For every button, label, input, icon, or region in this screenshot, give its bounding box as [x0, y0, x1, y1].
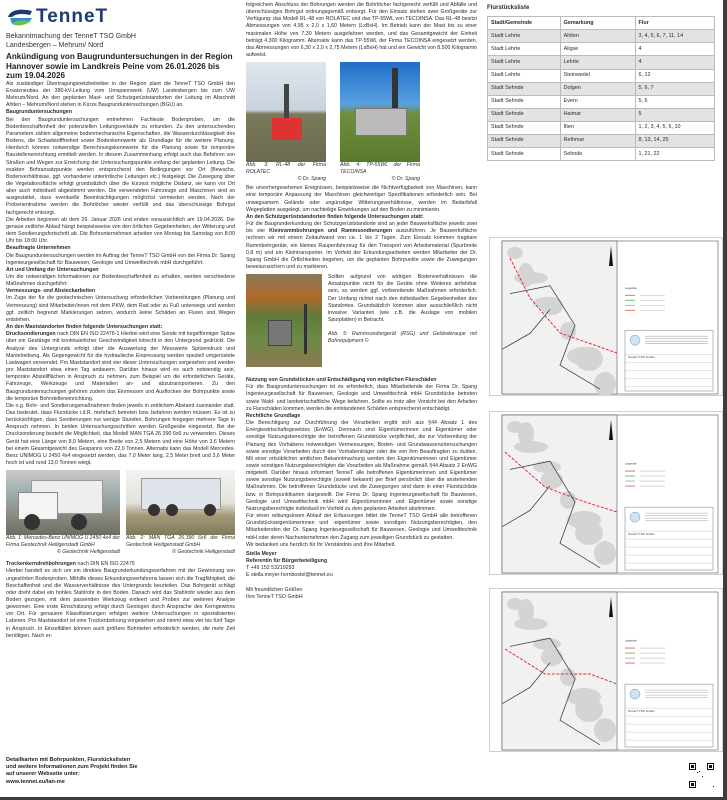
- table-header-row: [488, 17, 715, 30]
- contact-email[interactable]: E stella.meyer-hornbostel@tennet.eu: [246, 572, 333, 579]
- svg-text:TenneT TSO GmbH: TenneT TSO GmbH: [628, 355, 655, 360]
- svg-text:Legende: Legende: [625, 285, 637, 290]
- flur-cell: 5, 6: [635, 95, 714, 108]
- flur-cell: 5: [635, 108, 714, 121]
- heading-baugrund: Baugrunduntersuchungen: [6, 109, 72, 116]
- unimog-photo: [6, 470, 120, 535]
- trocken-label: Trockenkerndrehbohrungen: [6, 561, 77, 568]
- figure-1-credit: © Geotechnik Heiligenstadt: [57, 549, 120, 556]
- paragraph: Als zuständiger Übertragungsnetzbetreiber in der Region plant die TenneT TSO GmbH den Ersatzneubau der 380-kV-Leitung vom Umspannwerk (UW) Landesbergen bis zum UW Mehrum/Nord. An den geplanten Mast- und Schutzgerüststandorten der Leitung im Abschnitt Ahlten – Mehrum/Nord stehen in Kürze Baugrunduntersuchungen (BGU) an.: [6, 80, 235, 109]
- heading-nutzung: Nutzung von Grundstücken und Entschädigung von möglichen Flurschäden: [246, 377, 437, 384]
- figure-4-credit: © Dr. Spang: [391, 176, 420, 183]
- table-row: [488, 95, 715, 108]
- svg-text:TenneT TSO GmbH: TenneT TSO GmbH: [628, 709, 655, 714]
- figure-5-caption: Abb. 5: Rammsondiergerät (RSG) und Geländeraupe mit Bohrequipment ©: [328, 331, 477, 345]
- tennet-logo-text: TenneT: [36, 6, 109, 28]
- column-3: [483, 0, 719, 161]
- heading-vermessung: Vermessungs- und Absteckarbeiten: [6, 288, 96, 295]
- footer-line: Detailkarten mit Bohrpunkten, Flurstückslisten: [6, 757, 131, 763]
- paragraph: [6, 331, 235, 403]
- stadt-cell: Stadt Sehnde: [488, 95, 561, 108]
- gemarkung-cell: Dolgen: [560, 82, 635, 95]
- rl48-photo: [246, 62, 326, 162]
- gemarkung-cell: Haimar: [560, 108, 635, 121]
- table-row: [488, 30, 715, 43]
- gemarkung-cell: Rethmar: [560, 135, 635, 148]
- bohrpunkt-map: [490, 238, 722, 397]
- paragraph: Für die Baugrunduntersuchungen ist es erforderlich, dass Mitarbeitende der Firma Dr. Spang Ingenieurgesellschaft für Bauwesen, Geologie und Umwelttechnik mbH Grundstücke betreten sowie Wald- und landwirtschaftliche Wege befahren. Sollte es trotz aller Vorsicht bei den Arbeiten zu Flurschäden kommen, werden die entstandenen Schäden entsprechend entschädigt.: [246, 384, 477, 412]
- paragraph: Bei den Baugrunduntersuchungen entnehmen Fachleute Bodenproben, um die Bodenbeschaffenheit der potenziellen Leitungsverläufe zu erkunden. Zu den untersuchenden Parametern zählen allgemeine bodenmechanische Eigenschaften, die Wasserdurchlässigkeit des Bodens, die Schadstofffreiheit sowie Bodenkennwerte als Grundlage für die weitere Planung. Hierdurch können notwendige Berechnungskennwerte für die Planung sowie für temporäre Baustelleneinrichtung ermittelt werden. In diesem Zusammenhang erfolgt auch das Befahren von Straßen und Wegen zur Erreichung der Untersuchungspunkte entlang der geplanten Leitung. Die exakten Bohransatzpunkte werden entsprechend den Bedingungen vor Ort (Bewuchs, Bodenverhältnisse, ggf. vorhandene unterirdische Leitungen etc.) festgelegt. Die Zuwegung über die Vegetationsfläche erfolgt grundsätzlich über die kürzest mögliche Distanz, sie kann vor Ort aber auch individuell abgestimmt werden. Die verwendeten Fahrzeuge und Maschinen sind so ausgestattet, dass eventuelle Beeinträchtigungen möglichst vermieden werden. Nach der Probenentnahme werden die Bohrlöcher wieder verfüllt und das überschüssige Bohrgut fachgerecht entsorgt.: [6, 116, 235, 216]
- paragraph: [6, 561, 235, 568]
- gemarkung-cell: Evern: [560, 95, 635, 108]
- svg-text:Legende: Legende: [625, 638, 637, 643]
- stadt-cell: Stadt Lehrte: [488, 69, 561, 82]
- table-row: [488, 69, 715, 82]
- flur-cell: 3, 4, 5, 6, 7, 11, 14: [635, 30, 714, 43]
- column-2: [246, 2, 477, 601]
- gemarkung-cell: Sehnde: [560, 148, 635, 161]
- drucksondierungen-text: nach DIN EN ISO 22476-1 Hierbei wird eine Sonde mit kegelförmiger Spitze über ein Gestänge mit kontinuierlicher Geschwindigkeit lotrecht in den Untergrund gedrückt. Die Analyse des Untergrunds erfolgt über die Auswertung der Messwerte Spitzendruck und Mantelreibung. Als Gegengewicht für die hydraulische Einpressung werden speziell umgerüstete Lastwagen verwendet. Pro Maststandort sind vier dieser Untersuchungen vorgesehen und werden pro Maststandort etwa einen Tag andauern. Darüber hinaus wird es auch notwendig sein, temporäre Abstellflächen in Anspruch zu nehmen, zum Beispiel um die erforderlichen Geräte, Fahrzeuge, Werkzeuge und Materialien an- und abzutransportieren. Zu den Baugrunduntersuchungen gehören zudem das Einmessen und Ausflocken der Bohrpunkte sowie die temporäre Bohrstelleneinrichtung.: [6, 331, 235, 402]
- heading-schutzgeruest: An den Schutzgerüststandorten finden folgende Untersuchungen statt:: [246, 213, 424, 220]
- flur-cell: 6, 12: [635, 69, 714, 82]
- qr-code-icon[interactable]: [689, 763, 714, 788]
- column-header: Stadt/Gemeinde: [488, 17, 561, 30]
- flurstuecke-body: [488, 30, 715, 161]
- contact-name: Stella Meyer: [246, 550, 277, 557]
- tennet-logo: [6, 4, 235, 30]
- drucksondierungen-label: Drucksondierungen: [6, 331, 56, 338]
- figure-1: [6, 470, 120, 556]
- footer-line: auf unserer Webseite unter:: [6, 771, 80, 778]
- gemarkung-cell: Steinwedel: [560, 69, 635, 82]
- intro-line-2: Landesbergen – Mehrum/ Nord: [6, 42, 104, 49]
- flur-cell: 4: [635, 43, 714, 56]
- paragraph: Die Arbeiten beginnen ab dem 26. Januar 2026 und enden voraussichtlich am 19.04.2026. Der genaue zeitliche Ablauf hängt beispielsweise von den örtlichen Gegebenheiten, der Witterung und dem Sondierungsfortschritt ab. Die Bohrunternehmen arbeiten von Montag bis Samstag von 8:00 Uhr bis 18:00 Uhr.: [6, 216, 235, 245]
- figure-row-2: [246, 62, 477, 183]
- stadt-cell: Stadt Lehrte: [488, 56, 561, 69]
- flur-cell: 8, 13, 14, 25: [635, 135, 714, 148]
- svg-text:TenneT TSO GmbH: TenneT TSO GmbH: [628, 532, 655, 537]
- stadt-cell: Stadt Sehnde: [488, 148, 561, 161]
- paragraph: Wir bedanken uns herzlich für Ihr Verständnis und Ihre Mitarbeit.: [246, 541, 396, 548]
- page-headline: Ankündigung von Baugrunduntersuchungen in der Region Hannover sowie im Landkreis Peine vom 26.01.2026 bis zum 19.04.2026: [6, 52, 233, 81]
- table-row: [488, 108, 715, 121]
- table-row: [488, 82, 715, 95]
- heading-maststandorte: An den Maststandorten finden folgende Untersuchungen statt:: [6, 324, 163, 331]
- paragraph: Die o.g. Bohr- und Sondierungsmaßnahmen finden jeweils in zeitlichem Abstand zueinander statt. Das bedeutet, dass Flurstücke i.d.R. mehrfach betreten bzw. befahren werden müssen. Es ist zu berücksichtigen, dass Sondierungen nur wenige Stunden, Bohrungen hingegen mehrere Tage in Anspruch nehmen. In beiden Untersuchungsschritten werden Großgeräte eingesetzt. Bei der Drucksonderung besteht die Möglichkeit, das Modell MAN TGA 26 390 6x6 zu verwenden. Dieses Gerät hat eine Länge von 8,0 Metern, eine Breite von 2,5 Metern und eine Höhe von 3,6 Metern bei einem Gesamtgewicht des Gespanns von 22,0 Tonnen. Alternativ kann das Modell Mercedes-Benz UNIMOG U 2450 4x4 eingesetzt werden, das 7,0 Meter lang, 2,5 Meter breit und 3,6 Meter hoch ist und rund 13,0 Tonnen wiegt.: [6, 402, 235, 467]
- contact-role: Referentin für Bürgerbeteiligung: [246, 558, 328, 565]
- paragraph: Bei unvorhergesehenen Ereignissen, beispielsweise die Nichtverfügbarkeit von Maschinen, kann eine temporäre Anpassung der Maschinen gleichwertiger Spezifikationen erforderlich sein. Bei unwegsamem Gelände oder ungünstiger Witterungsverhältnisse, werden im Bedarfsfall Wegeplatten ausgelegt, um nachteilige Einwirkungen auf den Boden zu minimieren.: [246, 185, 477, 213]
- closing-greeting: Mit freundlichen Grüßen: [246, 586, 303, 593]
- svg-text:Legende: Legende: [625, 461, 637, 466]
- heading-rechtliche-grundlage: Rechtliche Grundlage: [246, 412, 301, 419]
- map-lehrte: [489, 237, 723, 396]
- paragraph: Die Berechtigung zur Durchführung der Vorarbeiten ergibt sich aus §44 Absatz 1 des Energiewirtschaftsgesetzes (EnWG). Demnach sind Eigentümerinnen und Eigentümer oder sonstige Nutzungsberechtigte der betroffenen Grundstücke verpflichtet, die zur Vorbereitung der Planung des Vorhabens notwendigen Vermessungen, Boden- und Grundwasseruntersuchungen sowie sonstige Vorarbeiten durch den Vorhabenträger oder die von ihm Beauftragten zu dulden. Mit einer ortsüblichen amtlichen Bekanntmachung werden den Eigentümerinnen und Eigentümer sowie sonstigen Nutzungsberechtigten die Vorarbeiten als Maßnahme gemäß §44 Absatz 2 EnWG mitgeteilt. Darüber hinaus informiert TenneT alle betroffenen Eigentümerinnen und Eigentümer sowie sonstige Nutzungsberechtigte (soweit bekannt) per Brief persönlich über die anstehenden Maßnahmen. Die betroffenen Grundstücke und die Zuwegungen sind darin in einer Flurstückliste bzw. in Bohrpunktkarten dargestellt. Die Firma Dr. Spang Ingenieurgesellschaft für Bauwesen, Geologie und Umwelttechnik mbH wird Eigentümerinnen und Eigentümer sowie sonstige Nutzungsberechtigte individuell im Vorfeld zu dem geplanten Arbeiten abstimmen.: [246, 420, 477, 512]
- figure-1-caption: Abb. 1: Mercedes-Benz UNIMOG U 2450 4x4 der Firma Geotechnik Heiligenstadt GmbH: [6, 535, 120, 549]
- bohrpunkt-map: [490, 412, 722, 576]
- flur-cell: 4: [635, 56, 714, 69]
- heading-beauftragte: Beauftragte Unternehmen: [6, 245, 71, 252]
- figure-4: [340, 62, 420, 183]
- paragraph: [246, 221, 477, 271]
- flurstuecke-table: [487, 16, 715, 161]
- table-row: [488, 121, 715, 134]
- closing-signature: Ihre TenneT TSO GmbH: [246, 593, 303, 600]
- man-tga-photo: [126, 470, 235, 535]
- figure-2: [126, 470, 235, 556]
- rammsonde-photo: [246, 274, 322, 367]
- paragraph: Hierbei handelt es sich um ein direktes Baugrunderkundungsverfahren mit der Gewinnung von ungestörten Bodenproben. Mithilfe dieses Erkundungsverfahrens lassen sich die Tragfähigkeit, die Beschaffenheit und die Wasserverhältnisse des Untergrunds beurteilen. Das Bohrgerät schlägt oder dreht dabei ein hohles Stahlrohr in den Boden. Danach wird das Stahlrohr wieder aus dem Boden gezogen, mit dem passenden Werkzeug entleert und Proben zur weiteren Analyse gewonnen. Eine erste Einschätzung erfolgt durch Geologen durch Ansprache des Kerngewinns vor Ort. Für genauere Klassifizierungen erfolgen weitere Untersuchungen in spezialisierten Laboren. Pro Maststandort ist eine Trockenbohrung vorgesehen und nimmt etwa vier bis fünf Tage in Anspruch. In Einzelfällen können auch größere Bohrtiefen erforderlich werden, die mehr Zeit benötigen. Nach er-: [6, 568, 235, 639]
- column-1: [6, 0, 235, 640]
- gemarkung-cell: Aligse: [560, 43, 635, 56]
- figure-4-caption: Abb. 4: TP-55WL der Firma TECOINSA: [340, 162, 420, 176]
- flur-cell: 1, 21, 22: [635, 148, 714, 161]
- paragraph: Die Baugrunduntersuchungen werden im Auftrag der TenneT TSO GmbH von der Firma Dr. Spang Ingenieurgesellschaft für Bauwesen, Geologie und Umwelttechnik mbH durchgeführt.: [6, 252, 235, 266]
- footer-line: und weitere Informationen zum Projekt finden Sie: [6, 764, 138, 771]
- flurstuecksliste-title: Flurstücksliste: [487, 5, 530, 11]
- stadt-cell: Stadt Sehnde: [488, 135, 561, 148]
- figure-3-credit: © Dr. Spang: [297, 176, 326, 183]
- kleinramm-label: Kleinrammbohrungen und Rammsondierungen: [269, 228, 393, 235]
- text: Für die Baugrunderkundung der Schutzgerüststandorte sind an jeder Bauwerksfläche jeweils zwei bis vier: [246, 221, 477, 235]
- stadt-cell: Stadt Lehrte: [488, 43, 561, 56]
- tennet-logo-icon: [6, 7, 36, 27]
- table-row: [488, 56, 715, 69]
- trocken-norm: nach DIN EN ISO 22475: [76, 561, 135, 568]
- contact-phone[interactable]: T +49 152 53219293: [246, 565, 295, 572]
- bohrpunkt-map: [490, 589, 722, 753]
- map-sehnde-1: [489, 411, 723, 575]
- gemarkung-cell: Ilten: [560, 121, 635, 134]
- paragraph: Im Zuge der für die geotechnischen Untersuchung erforderlichen Vorbereitungen (Planung und Vermessung) sind Mitarbeiter/innen mit dem PKW, dem Rad oder zu Fuß unterwegs und werden ggf. zeitlich begrenzt Markierungen setzen, wodurch keine Schäden an Fluren und Wegen entstehen.: [6, 295, 235, 323]
- flur-cell: 5, 6, 7: [635, 82, 714, 95]
- tp55wl-photo: [340, 62, 420, 162]
- figure-row-1: [6, 470, 235, 556]
- figure-3: [246, 62, 326, 183]
- gemarkung-cell: Lehrte: [560, 56, 635, 69]
- stadt-cell: Stadt Sehnde: [488, 108, 561, 121]
- column-header: Flur: [635, 17, 714, 30]
- table-row: [488, 135, 715, 148]
- intro-line-1: Bekanntmachung der TenneT TSO GmbH: [6, 33, 136, 40]
- text: auszuführen. Je Bauwerksfläche rechnen wir mit einem Zeitaufwand von ca. 1 bis 2 Tagen. Zum Einsatz kommen tragbare Rammbohrgeräte, ein kleines Raupenfahrzeug für den Transport von Arbeitsmaterial (Spurbreite 0,8 m) und ein Kleintransporter. Im Vorfeld der Erkundungsarbeiten werden Mitarbeiter der Dr. Spang GmbH die Örtlichkeiten begehen, um die geplanten Bohrpunkte sowie die Zuwegungen beweiszusichern und zu markieren.: [246, 228, 477, 270]
- column-header: Gemarkung: [560, 17, 635, 30]
- paragraph: Für einen reibungslosen Ablauf der Erfassungen bittet die TenneT TSO GmbH alle betroffenen Grundstückseigentümerinnen und -eigentümer sowie sonstigen Nutzungsberechtigten, den Mitarbeitenden der Dr. Spang Ingenieurgesellschaft für Bauwesen, Geologie und Umwelttechnik mbH oder deren Nachunternehmen den Zugang zum jeweiligen Grundstück zu gestatten.: [246, 513, 477, 541]
- paragraph: Um die notwendigen Informationen zur Bodenbeschaffenheit zu erhalten, werden verschiedene Maßnahmen durchgeführt:: [6, 274, 235, 288]
- table-row: [488, 43, 715, 56]
- stadt-cell: Stadt Lehrte: [488, 30, 561, 43]
- map-sehnde-2: [489, 588, 723, 752]
- table-row: [488, 148, 715, 161]
- figure-3-caption: Abb. 3: RL-48 der Firma ROLATEC: [246, 162, 326, 176]
- figure-5-text: [328, 274, 477, 367]
- heading-art-umfang: Art und Umfang der Untersuchungen: [6, 266, 99, 273]
- website-link[interactable]: www.tennet.eu/lan-me: [6, 778, 65, 785]
- stadt-cell: Stadt Sehnde: [488, 82, 561, 95]
- paragraph: Sollten aufgrund von widrigen Bodenverhältnissen die Ansatzpunkte nicht für die Geräte ohne Weiteres anfahrbar sein, so werden ggf. vorbereitende Maßnahmen erforderlich. Der Umfang richtet nach den individuellen Gegebenheiten des Standortes. Grundsätzlich kommen aber ausschließlich nicht invasive Varianten (wie z.B. die Auslage von mobilen Spurplatten) in Betracht.: [328, 274, 477, 324]
- gemarkung-cell: Ahlten: [560, 30, 635, 43]
- figure-5-block: [246, 274, 477, 367]
- figure-2-credit: © Geotechnik Heiligenstadt: [172, 549, 235, 556]
- stadt-cell: Stadt Sehnde: [488, 121, 561, 134]
- flur-cell: 1, 2, 3, 4, 5, 6, 10: [635, 121, 714, 134]
- paragraph: folgreichem Abschluss der Bohrungen werden die Bohrlöcher fachgerecht verfüllt und Abfälle und überschüssiges Bohrgut ordnungsgemäß entsorgt. Für den Einsatz stehen zwei Großgeräte zur Verfügung: das Modell RL-48 von ROLATEC und das TP-55WL von TECOINSA. Das RL-48 besitzt Abmessungen von 4,95 x 2,0 x 1,60 Metern (LxBxH). Im Betrieb kann der Mast bis zu einer maximalen Höhe von 7,30 Metern ausgefahren werden, und das Gesamtgewicht der Einheit beträgt 4.300 Kilogramm. Alternativ kann das TP-55WL der Firma TECOINSA eingesetzt werden, das Abmessungen von 6,30 x 2,0 x 2,75 Metern (LxBxH) hat und ein Gewicht von 8.500 Kilogramm aufweist.: [246, 2, 477, 59]
- figure-2-caption: Abb. 2: MAN TGA 26.390 6x6 der Firma Geotechnik Heiligenstadt GmbH: [125, 535, 235, 549]
- website-info: [6, 757, 137, 786]
